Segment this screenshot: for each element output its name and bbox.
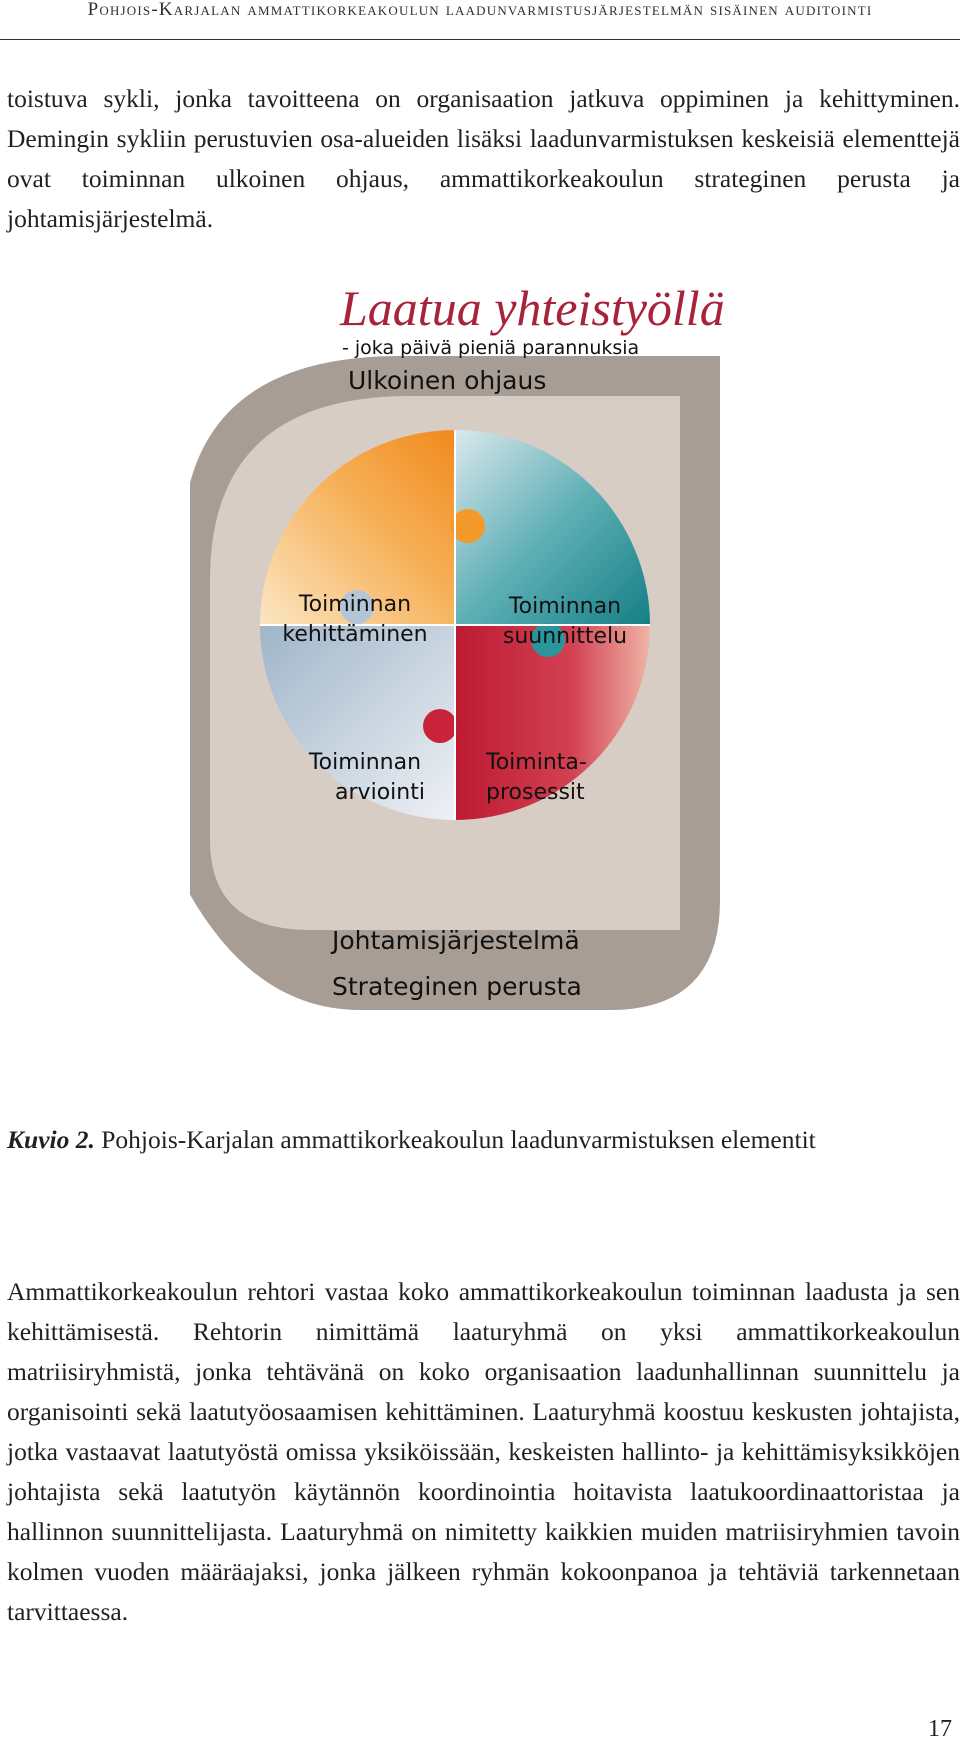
label-johtamisjarjestelma: Johtamisjärjestelmä (332, 926, 580, 955)
puzzle-knob-red (423, 709, 457, 743)
caption-text: Pohjois-Karjalan ammattikorkeakoulun laadunvarmistuksen elementit (94, 1125, 816, 1154)
label-strateginen-perusta: Strateginen perusta (332, 972, 582, 1001)
puzzle-knob-orange (451, 509, 485, 543)
intro-paragraph: toistuva sykli, jonka tavoitteena on organisaation jatkuva oppiminen ja kehittyminen. Demingin sykliin perustuvien osa-alueiden lisäksi laadunvarmistuksen keskeisiä elementtejä ovat toiminnan ulkoinen ohjaus, ammattikorkeakoulun strateginen perusta ja johtamisjärjestelmä. (7, 84, 960, 233)
body-paragraph: Ammattikorkeakoulun rehtori vastaa koko ammattikorkeakoulun toiminnan laadusta ja sen kehittämisestä. Rehtorin nimittämä laaturyhmä on yksi ammattikorkeakoulun matriisiryhmistä, jonka tehtävänä on koko organisaation laadunhallinnan suunnittelu ja organisointi sekä laatutyöosaamisen kehittäminen. Laaturyhmä koostuu keskusten johtajista, jotka vastaavat laatutyöstä omissa yksiköissään, keskeisten hallinto- ja kehittämisyksikköjen johtajista sekä laatutyön käytännön koordinointia hoitavista laatukoordinaattoristaa ja hallinnon suunnittelijasta. Laaturyhmä on nimitetty kaikkien muiden matriisiryhmien tavoin kolmen vuoden määräajaksi, jonka jälkeen ryhmän kokoonpanoa ja tehtäviä tarkennetaan tarvittaessa. (7, 1277, 960, 1626)
header-rule (0, 39, 960, 40)
label-toiminnan-arviointi: Toiminnan arviointi (308, 750, 425, 805)
label-ulkoinen-ohjaus: Ulkoinen ohjaus (348, 366, 547, 395)
page-number: 17 (928, 1716, 952, 1742)
figure-title: Laatua yhteistyöllä (340, 280, 725, 336)
caption-label: Kuvio 2. (7, 1125, 95, 1154)
label-toiminnan-suunnittelu: Toiminnan suunnittelu (502, 594, 628, 649)
quality-figure (190, 280, 830, 1020)
figure-subtitle: - joka päivä pieniä parannuksia (342, 337, 640, 359)
label-toimintaprosessit: Toiminta- prosessit (486, 750, 587, 805)
running-header: Pohjois-Karjalan ammattikorkeakoulun laadunvarmistusjärjestelmän sisäinen auditointi (87, 0, 873, 20)
figure-caption (7, 1120, 947, 1160)
label-toiminnan-kehittaminen: Toiminnan kehittäminen (282, 592, 428, 647)
